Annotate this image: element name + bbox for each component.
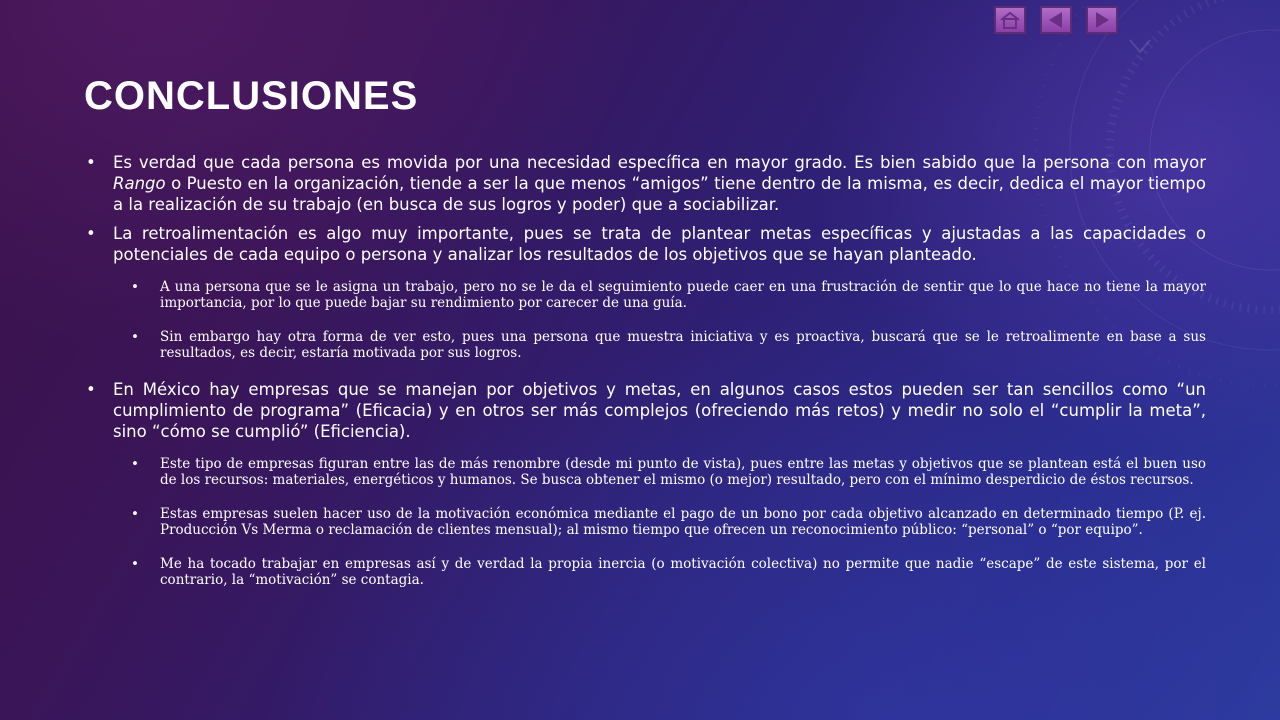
bullet-1-text-b: o Puesto en la organización, tiende a ser la que menos “amigos” tiene dentro de la misma, es decir, dedica el mayor tiempo a la realización de su trabajo (en busca de sus logros y poder) que a sociabilizar. bbox=[113, 174, 1206, 214]
bullet-marker: • bbox=[86, 224, 96, 243]
bullet-2-text: La retroalimentación es algo muy importante, pues se trata de plantear metas específicas y ajustadas a las capacidades o potenciales de cada equipo o persona y analizar los resultados de los objetivos que se hayan planteado. bbox=[113, 224, 1206, 264]
bullet-3-text: En México hay empresas que se manejan por objetivos y metas, en algunos casos estos pueden ser tan sencillos como “un cumplimiento de programa” (Eficacia) y en otros ser más complejos (ofreciendo más retos) y medir no solo el “cumplir la meta”, sino “cómo se cumplió” (Eficiencia). bbox=[113, 380, 1206, 441]
bullet-1 bbox=[86, 152, 1206, 215]
home-icon bbox=[999, 11, 1021, 29]
bullet-marker: • bbox=[86, 153, 96, 172]
bullet-3 bbox=[86, 379, 1206, 442]
bullet-marker: • bbox=[131, 556, 139, 572]
bullet-2-sub-1-text: A una persona que se le asigna un trabajo, pero no se le da el seguimiento puede caer en una frustración de sentir que lo que hace no tiene la mayor importancia, por lo que puede bajar su rendimiento por carecer de una guía. bbox=[160, 279, 1206, 311]
bullet-1-italic: Rango bbox=[113, 174, 166, 193]
bullet-marker: • bbox=[131, 456, 139, 472]
bullet-marker: • bbox=[131, 279, 139, 295]
bullet-2-sub-1 bbox=[86, 279, 1206, 311]
bullet-3-sub-3-text: Me ha tocado trabajar en empresas así y de verdad la propia inercia (o motivación colectiva) no permite que nadie “escape” de este sistema, por el contrario, la “motivación” se contagia. bbox=[160, 556, 1206, 588]
home-button[interactable] bbox=[994, 6, 1026, 34]
arrow-right-icon bbox=[1092, 10, 1112, 30]
bullet-3-sub-1-text: Este tipo de empresas figuran entre las de más renombre (desde mi punto de vista), pues entre las metas y objetivos que se plantean está el buen uso de los recursos: materiales, energéticos y humanos. Se busca obtener el mismo (o mejor) resultado, pero con el mínimo desperdicio de éstos recursos. bbox=[160, 456, 1206, 488]
bullet-1-text-a: Es verdad que cada persona es movida por una necesidad específica en mayor grado. Es bien sabido que la persona con mayor bbox=[113, 153, 1206, 172]
navigation-buttons bbox=[994, 6, 1118, 34]
bullet-marker: • bbox=[131, 329, 139, 345]
bullet-marker: • bbox=[131, 506, 139, 522]
bullet-2-sub-2 bbox=[86, 329, 1206, 361]
slide-content bbox=[86, 152, 1206, 606]
back-button[interactable] bbox=[1040, 6, 1072, 34]
slide-title: CONCLUSIONES bbox=[84, 74, 419, 118]
bullet-2 bbox=[86, 223, 1206, 265]
arrow-left-icon bbox=[1046, 10, 1066, 30]
bullet-3-sub-2-text: Estas empresas suelen hacer uso de la motivación económica mediante el pago de un bono por cada objetivo alcanzado en determinado tiempo (P. ej. Producción Vs Merma o reclamación de clientes mensual); al mismo tiempo que ofrecen un reconocimiento público: “personal” o “por equipo”. bbox=[160, 506, 1206, 538]
next-button[interactable] bbox=[1086, 6, 1118, 34]
bullet-2-sub-2-text: Sin embargo hay otra forma de ver esto, pues una persona que muestra iniciativa y es proactiva, buscará que se le retroalimente en base a sus resultados, es decir, estaría motivada por sus logros. bbox=[160, 329, 1206, 361]
bullet-3-sub-1 bbox=[86, 456, 1206, 488]
bullet-marker: • bbox=[86, 380, 96, 399]
bullet-3-sub-3 bbox=[86, 556, 1206, 588]
bullet-3-sub-2 bbox=[86, 506, 1206, 538]
